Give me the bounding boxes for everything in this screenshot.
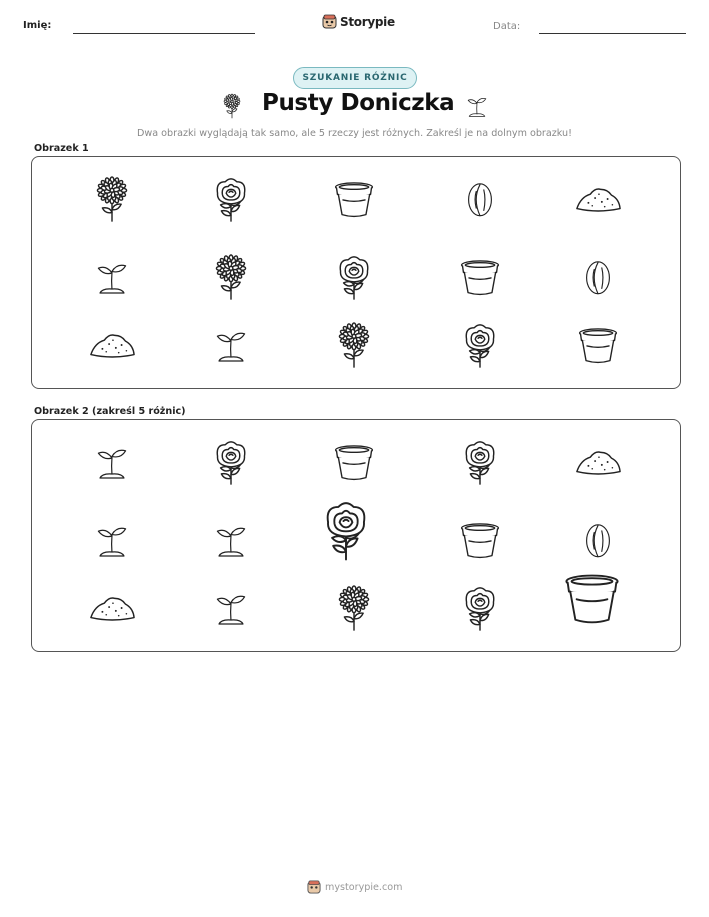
picture1-label: Obrazek 1: [34, 143, 89, 154]
sprout-icon[interactable]: [211, 520, 251, 560]
sprout-icon: [211, 325, 251, 365]
soil-icon: [574, 175, 622, 223]
picture2-panel[interactable]: [31, 419, 681, 652]
page-title: Pusty Doniczka: [262, 90, 455, 116]
name-line[interactable]: [73, 33, 255, 34]
pot-icon[interactable]: [457, 517, 503, 563]
peony-icon: [456, 321, 504, 369]
activity-badge: SZUKANIE RÓŻNIC: [293, 67, 417, 89]
date-line[interactable]: [539, 33, 686, 34]
sprout-icon: [464, 92, 490, 120]
picture2-label: Obrazek 2 (zakreśl 5 różnic): [34, 406, 186, 417]
pot-icon[interactable]: [560, 566, 624, 630]
peony-icon: [330, 253, 378, 301]
pot-icon[interactable]: [331, 439, 377, 485]
sprout-icon[interactable]: [92, 442, 132, 482]
date-label: Data:: [493, 21, 521, 32]
seed-icon[interactable]: [579, 521, 617, 559]
seed-icon: [461, 180, 499, 218]
soil-icon: [88, 321, 136, 369]
seed-icon: [579, 258, 617, 296]
pot-icon: [331, 176, 377, 222]
chrysanthemum-icon: [207, 253, 255, 301]
chrysanthemum-icon: [330, 321, 378, 369]
sprout-icon[interactable]: [92, 520, 132, 560]
sprout-icon: [92, 257, 132, 297]
chrysanthemum-icon: [88, 175, 136, 223]
pot-icon: [457, 254, 503, 300]
soil-icon[interactable]: [574, 438, 622, 486]
picture1-panel: [31, 156, 681, 389]
instructions: Dwa obrazki wyglądają tak samo, ale 5 rzeczy jest różnych. Zakreśl je na dolnym obrazku!: [137, 128, 572, 139]
name-label: Imię:: [23, 20, 52, 31]
peony-icon[interactable]: [456, 438, 504, 486]
chrysanthemum-icon: [219, 91, 245, 121]
chrysanthemum-icon[interactable]: [330, 584, 378, 632]
brand-logo: [322, 14, 395, 29]
brand-name: Storypie: [340, 14, 395, 29]
peony-icon: [207, 175, 255, 223]
storypie-mascot-icon: [322, 14, 337, 29]
pot-icon: [575, 322, 621, 368]
footer: [307, 880, 402, 894]
sprout-icon[interactable]: [211, 588, 251, 628]
footer-url: mystorypie.com: [325, 881, 403, 893]
peony-icon[interactable]: [314, 498, 378, 562]
storypie-mascot-icon: [307, 880, 321, 894]
peony-icon[interactable]: [456, 584, 504, 632]
soil-icon[interactable]: [88, 584, 136, 632]
peony-icon[interactable]: [207, 438, 255, 486]
